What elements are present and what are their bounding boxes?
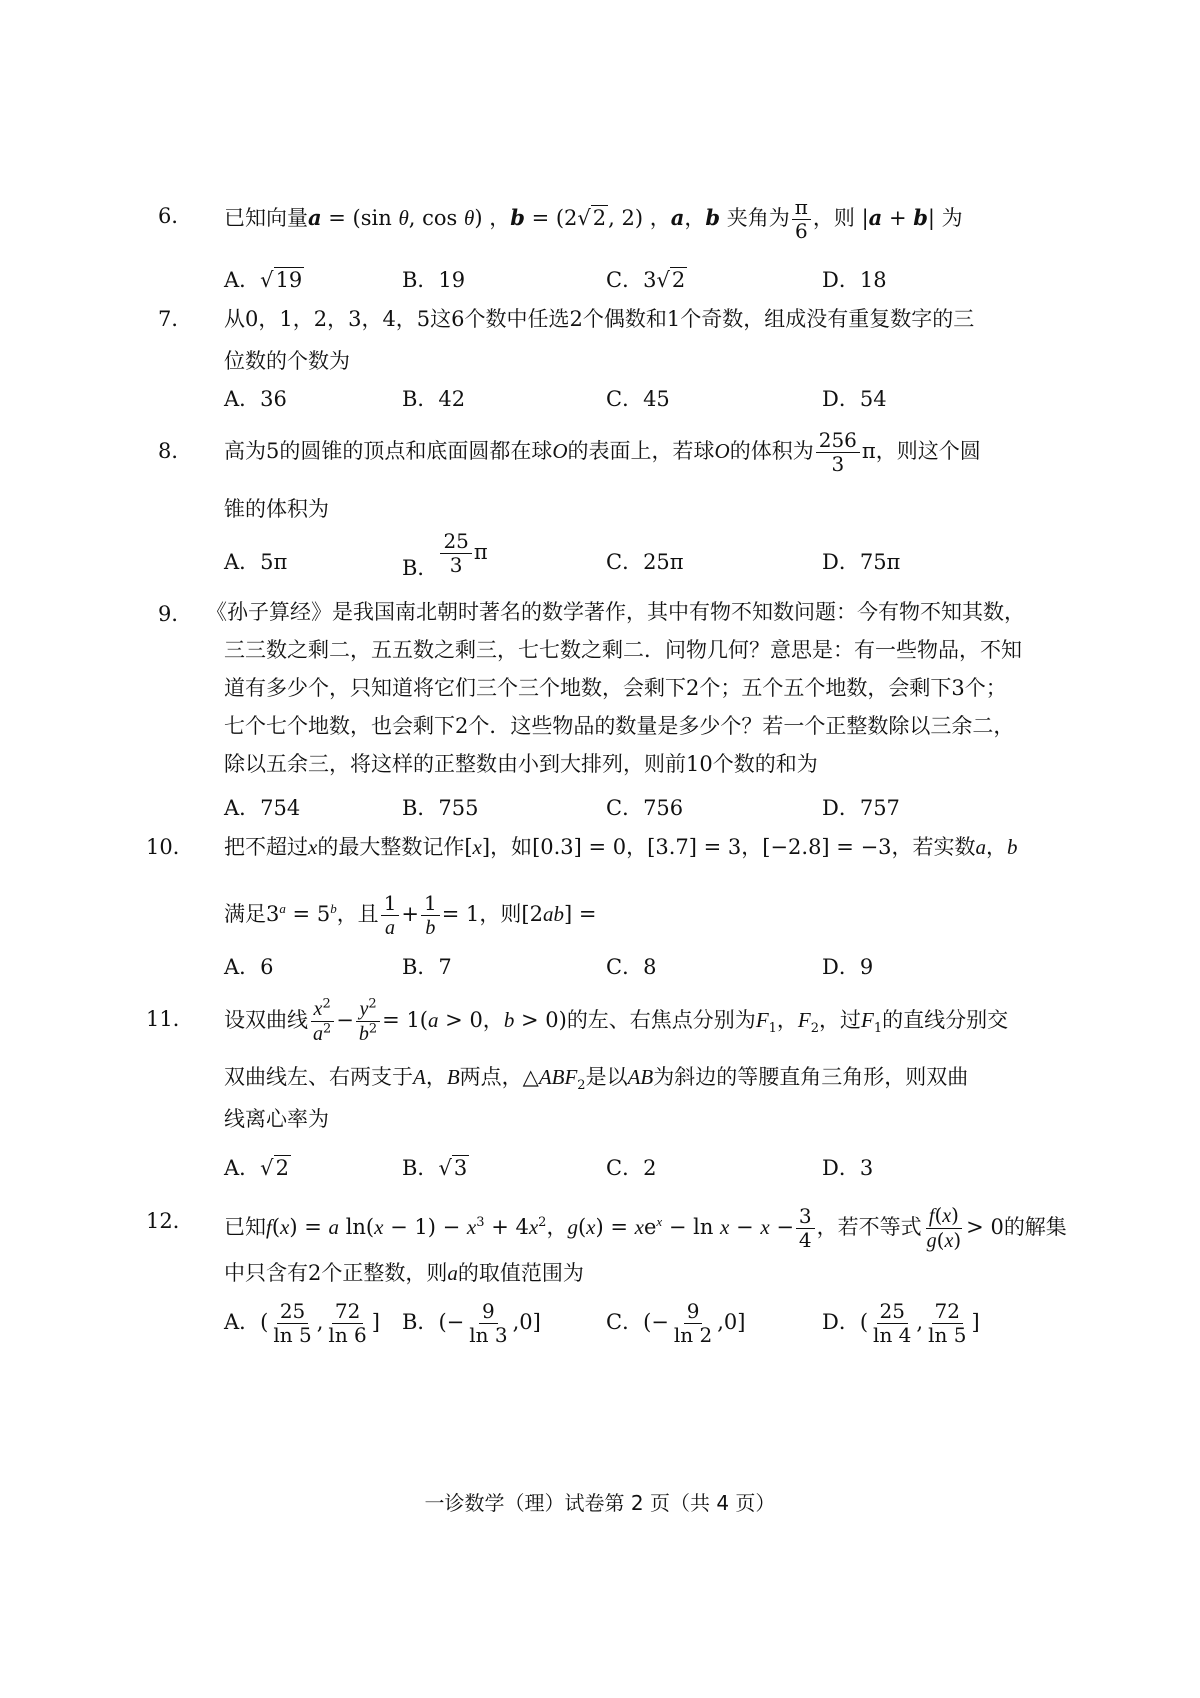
option-b[interactable]: B．√3	[402, 1156, 468, 1180]
option-a[interactable]: A．6	[224, 955, 274, 979]
option-d[interactable]: D．75π	[822, 550, 901, 574]
option-c[interactable]: C．45	[606, 387, 670, 411]
option-c[interactable]: C．25π	[606, 550, 684, 574]
question-12-options	[224, 1299, 1044, 1347]
option-a[interactable]: A．754	[224, 796, 301, 820]
question-10-options	[224, 951, 1044, 991]
question-11-options	[224, 1152, 1044, 1192]
option-c[interactable]: C．8	[606, 955, 657, 979]
question-9	[158, 593, 1038, 783]
question-8-options	[224, 529, 1044, 580]
option-c[interactable]: C．(− $\frac{9}{\ln 2}$ ,0]	[606, 1299, 746, 1347]
option-c[interactable]: C．3√2	[606, 268, 686, 292]
question-text-line: 《孙子算经》是我国南北朝时著名的数学著作，其中有物不知数问题：今有物不知其数，	[206, 600, 1025, 624]
question-number: 7．	[158, 307, 193, 331]
question-number: 12．	[146, 1209, 194, 1233]
option-b[interactable]: B．42	[402, 387, 466, 411]
question-text-line: 高为5的圆锥的顶点和底面圆都在球O的表面上，若球O的体积为 $\frac{256}{3}$ π，则这个圆	[224, 428, 981, 476]
question-text-line: 道有多少个，只知道将它们三个三个地数，会剩下2个；五个五个地数，会剩下3个；	[224, 676, 1007, 700]
option-d[interactable]: D．757	[822, 796, 900, 820]
question-text-line: 三三数之剩二，五五数之剩三，七七数之剩二．问物几何？意思是：有一些物品，不知	[224, 638, 1022, 662]
option-b[interactable]: B．(− $\frac{9}{\ln 3}$ ,0]	[402, 1299, 541, 1347]
question-number: 11．	[146, 1007, 194, 1031]
question-text-line: 中只含有2个正整数，则a的取值范围为	[224, 1261, 584, 1285]
question-11	[146, 994, 1038, 1140]
option-d[interactable]: D．18	[822, 268, 887, 292]
option-c[interactable]: C．2	[606, 1156, 657, 1180]
question-text: 已知向量a = (sin θ, cos θ) ，b = (2√2, 2) ，a，b 夹角为 $\frac{\pi}{6}$ ，则 |a + b| 为	[224, 195, 963, 243]
option-d[interactable]: D．( $\frac{25}{\ln 4}$ , $\frac{72}{\ln 5}$ ]	[822, 1299, 980, 1347]
question-12	[146, 1196, 1067, 1294]
question-8	[158, 426, 1038, 530]
question-text-line: 位数的个数为	[224, 349, 350, 373]
option-b[interactable]: B．19	[402, 268, 466, 292]
question-6	[158, 195, 1038, 243]
option-d[interactable]: D．3	[822, 1156, 874, 1180]
question-number: 8．	[158, 439, 193, 463]
option-d[interactable]: D．54	[822, 387, 887, 411]
question-text-line: 把不超过x的最大整数记作[x]，如[0.3] = 0，[3.7] = 3，[−2.8] = −3，若实数a，b	[224, 835, 1018, 859]
option-b[interactable]: B．755	[402, 796, 479, 820]
question-text-line: 七个七个地数，也会剩下2个．这些物品的数量是多少个？若一个正整数除以三余二，	[224, 714, 1015, 738]
question-number: 9．	[158, 602, 193, 626]
question-text-line: 双曲线左、右两支于A，B两点，$\triangle ABF_2$是以AB为斜边的等腰直角三角形，则双曲	[224, 1065, 969, 1094]
option-d[interactable]: D．9	[822, 955, 874, 979]
question-text-line: 锥的体积为	[224, 497, 329, 521]
question-text-line: 设双曲线 $\frac{x^2}{a^2}$ − $\frac{y^2}{b^2}$ = 1(a > 0，b > 0)的左、右焦点分别为$F_1$，$F_2$，过$F_1$的直线分别交	[224, 996, 1009, 1045]
question-number: 6．	[158, 204, 193, 228]
question-text-line: 已知f(x) = a $\ln(x - 1) - x^3 + 4x^2$，$g(x) = xe^x - \ln x - x$ − $\frac{3}{4}$ ，若不等式 $\frac{f(x)}{g(x)}$ > 0的解集	[224, 1203, 1067, 1252]
question-text-line: 除以五余三，将这样的正整数由小到大排列，则前10个数的和为	[224, 752, 818, 776]
option-a[interactable]: A．36	[224, 387, 287, 411]
page-footer: 一诊数学（理）试卷第 2 页（共 4 页）	[424, 1491, 776, 1515]
question-7	[158, 298, 1038, 382]
option-b[interactable]: B．7	[402, 955, 452, 979]
option-a[interactable]: A．5π	[224, 550, 288, 574]
question-text-line: 从0，1，2，3，4，5这6个数中任选2个偶数和1个奇数，组成没有重复数字的三	[224, 307, 975, 331]
option-c[interactable]: C．756	[606, 796, 684, 820]
option-a[interactable]: A．( $\frac{25}{\ln 5}$ , $\frac{72}{\ln 6}$ ]	[224, 1299, 380, 1347]
question-7-options	[224, 383, 1044, 423]
question-number: 10．	[146, 835, 194, 859]
question-10	[146, 826, 1038, 939]
question-text-line: 满足$3^a = 5^b$，且 $\frac{1}{a}$ + $\frac{1}{b}$ = 1，则[2ab] =	[224, 890, 597, 939]
option-a[interactable]: A．√2	[224, 1156, 289, 1180]
question-text-line: 线离心率为	[224, 1107, 329, 1131]
option-a[interactable]: A．√19	[224, 268, 303, 292]
option-b[interactable]: B． $\frac{25}{3}$ π	[402, 529, 488, 580]
